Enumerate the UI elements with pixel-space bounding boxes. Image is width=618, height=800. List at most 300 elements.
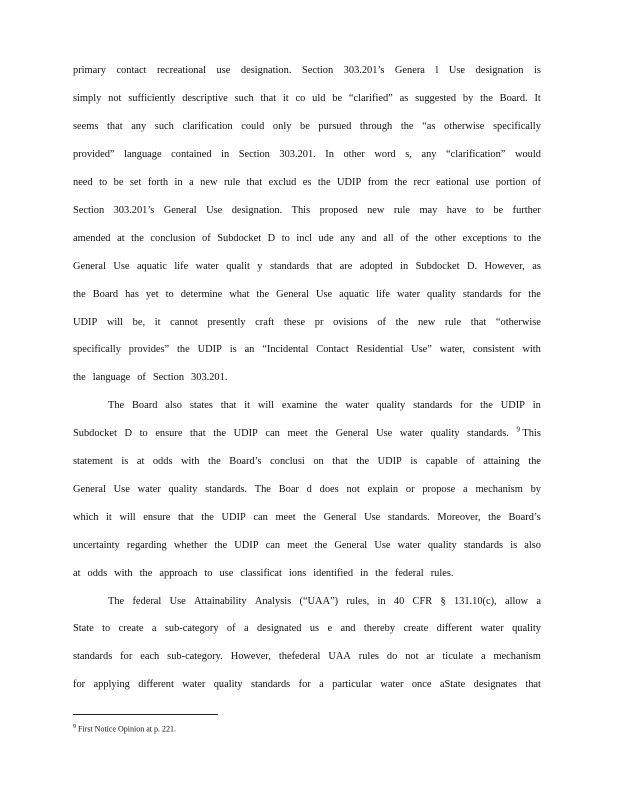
text-line [73,204,541,218]
word: standards. [205,484,247,495]
word: Section [238,149,270,160]
word: water [195,261,219,272]
word: Contact [316,344,349,355]
word: explain [367,484,399,495]
word: UDIP [377,456,402,467]
word: General [73,261,106,272]
word: it [282,93,289,104]
word: not [108,93,122,104]
word: that [220,400,237,411]
word: from [367,177,388,188]
word: Residential [356,344,404,355]
word: water [380,679,404,690]
word: ions [288,568,307,579]
word: d [306,484,312,495]
word: UDIP [73,317,98,328]
word: ar [426,651,435,662]
word: UDIP [221,512,246,523]
word: applying [93,679,130,690]
word: Board [132,400,158,411]
footnote-divider [73,714,218,715]
text-line [73,539,541,553]
word: Use [206,205,223,216]
word: yet [145,289,159,300]
word: designation. [231,205,283,216]
word: UAA [328,651,351,662]
word: rule [444,317,462,328]
word: the [201,512,214,523]
word: as [532,261,541,272]
word: UDIP [233,428,258,439]
word: to [139,428,148,439]
word: that [107,121,123,132]
word: the [480,400,493,411]
word: provides” [128,344,170,355]
word: General [334,540,368,551]
text-line [73,64,541,78]
word: water [396,289,421,300]
word: a [189,177,194,188]
word: what [229,289,250,300]
word: the [400,121,414,132]
word: identified [313,568,354,579]
word: Board [92,289,119,300]
word: aquatic [136,261,167,272]
word: a [463,484,468,495]
word: regarding [126,540,167,551]
word: General [335,428,369,439]
word: the [395,317,409,328]
word: capable [425,456,458,467]
word: rules [358,651,379,662]
word: designation [475,65,524,76]
word: to [513,233,522,244]
word: rules. [430,568,454,579]
word: each [140,651,160,662]
word: water [137,484,161,495]
word: and [361,233,377,244]
word: sub-category [164,623,219,634]
word: In [325,149,334,160]
word: an [244,344,255,355]
word: life [376,289,390,300]
word: do [386,651,398,662]
word: at [117,233,125,244]
word: also [165,400,182,411]
word: Moreover, [437,512,481,523]
word: could [241,121,265,132]
word: Use [376,428,393,439]
word: different [138,679,174,690]
word: l [435,65,439,76]
word: of [466,456,475,467]
word: standards [269,261,310,272]
word: may [419,205,438,216]
word: Board’s [229,456,262,467]
word: Use [374,540,391,551]
word: amended [73,233,111,244]
word: the [356,456,370,467]
word: otherwise [444,121,485,132]
word: not [405,651,419,662]
text-line [73,483,541,497]
word: standards [462,289,503,300]
text-line [73,176,541,190]
footnote-reference[interactable]: 9 [516,425,520,434]
word: General [323,512,357,523]
word: any [421,149,437,160]
word: word [374,149,396,160]
word: portion [495,177,526,188]
word: Attainability [194,596,247,607]
word: recr [413,177,430,188]
word: in [400,261,409,272]
text-line [108,595,541,609]
word: any [131,121,147,132]
word: y [257,261,263,272]
word: to [204,568,213,579]
word: standards [463,540,504,551]
word: “as [422,121,436,132]
word: examine [281,400,318,411]
word: of [400,233,409,244]
word: the [177,344,190,355]
word: it [106,512,112,523]
word: designates [473,679,517,690]
word: all [383,233,394,244]
text-line [73,650,541,664]
word: can [265,428,280,439]
word: simply [73,93,102,104]
word: be [113,177,124,188]
word: that [316,261,333,272]
word: life [174,261,189,272]
word: language [124,149,162,160]
word: quality [427,540,457,551]
word: allow [504,596,529,607]
word: rule [223,177,241,188]
word: exclud [268,177,297,188]
word: designation. [240,65,292,76]
word: The [108,596,125,607]
word: quality [376,400,406,411]
word: specifically [493,121,541,132]
word: ovisions [333,317,368,328]
word: any [340,233,356,244]
word: federal [132,596,162,607]
word: thefederal [278,651,321,662]
word: CFR [412,596,433,607]
word: the [528,289,541,300]
word: General [276,289,309,300]
word: only [272,121,292,132]
text-line [73,455,541,469]
word: of [226,623,236,634]
word: of [137,372,146,383]
word: the [324,400,338,411]
word: The [254,484,271,495]
word: that [260,93,277,104]
word: D [267,233,276,244]
word: for [73,679,86,690]
word: also [524,540,541,551]
word: contained [171,149,212,160]
line-tail [516,427,540,441]
word: which [73,512,99,523]
text-line [73,92,541,106]
word: it [154,317,161,328]
word: through [359,121,393,132]
word: specifically [73,344,121,355]
word: 303.201’s [343,65,385,76]
word: thereby [363,623,396,634]
word: Board. [499,93,528,104]
word: uld [312,93,326,104]
word: quality [168,484,198,495]
word: these [283,317,306,328]
word: will [106,317,124,328]
word: would [514,149,541,160]
word: General [73,484,106,495]
word: will [257,400,275,411]
word: water, [439,344,466,355]
word: ude [318,233,334,244]
word: the [315,428,328,439]
word: the [73,372,86,383]
word: that [190,428,206,439]
word: rule [393,205,410,216]
word: UDIP [337,177,362,188]
word: water [345,400,369,411]
word: the [73,289,86,300]
word: the [528,456,541,467]
word: the [314,540,328,551]
word: for [460,400,473,411]
word: new [367,205,385,216]
word: water [182,679,206,690]
word: particular [332,679,372,690]
word: that [470,317,487,328]
text-line [73,622,541,636]
word: Use [169,596,186,607]
word: 303.201. [279,149,316,160]
word: that [525,679,541,690]
word: consistent [472,344,515,355]
text-line [73,120,541,134]
word: Section [73,205,105,216]
word: proposed [319,205,358,216]
word: “clarified” [348,93,393,104]
footnote-text: First Notice Opinion at p. 221. [78,724,176,734]
word: to [165,289,174,300]
word: is [534,65,541,76]
word: Board’s [508,512,541,523]
text-line [73,371,541,385]
word: use [475,177,490,188]
word: in [532,400,541,411]
word: of [377,317,387,328]
text-line-with-footnote-ref [73,427,541,441]
word: us [309,623,320,634]
word: standards [73,651,113,662]
word: e [327,623,333,634]
word: (“UAA”) [299,596,339,607]
word: does [319,484,339,495]
word: mechanism [475,484,523,495]
word: federal [394,568,424,579]
word: The [108,400,125,411]
word: primary [73,65,106,76]
word: “otherwise [495,317,541,328]
word: water [480,623,504,634]
word: presently [207,317,246,328]
text-line [73,232,541,246]
word: Subdocket [73,428,117,439]
word: once [411,679,432,690]
word: Analysis [254,596,292,607]
word: State [73,623,94,634]
word: UDIP [500,400,525,411]
word: a [243,623,249,634]
word: UDIP [234,540,259,551]
word: standards [250,679,291,690]
word: is [510,540,518,551]
word: determine [180,289,223,300]
word: with [522,344,541,355]
word: or [405,484,415,495]
word: sub-category. [167,651,223,662]
word: odds [152,456,173,467]
word: in [221,149,230,160]
word: create [118,623,144,634]
word: with [181,456,200,467]
word: pr [314,317,324,328]
word: Genera [394,65,425,76]
word: designated [256,623,302,634]
word: 40 [393,596,405,607]
word: be, [132,317,146,328]
word: This [291,205,311,216]
word: at [73,568,81,579]
word: 131.10(c), [453,596,497,607]
word: However, [230,651,271,662]
word: the [394,177,408,188]
word: 303.201. [191,372,228,383]
word: recreational [156,65,206,76]
word: for [120,651,133,662]
word: classificat [240,568,282,579]
word: propose [422,484,456,495]
word: in [377,596,386,607]
word: descriptive [182,93,228,104]
word: to [475,205,484,216]
word: further [512,205,541,216]
word: use [219,568,234,579]
word: and [340,623,356,634]
text-line [73,148,541,162]
word: cannot [170,317,198,328]
word: new [417,317,436,328]
word: are [339,261,353,272]
word: the [131,233,144,244]
footnote-number: 9 [73,724,76,730]
word: in [174,177,183,188]
word: Subdocket [217,233,262,244]
word: quality [427,289,456,300]
word: Section [301,65,334,76]
word: eational [436,177,470,188]
word: provided” [73,149,115,160]
word: D [124,428,132,439]
word: not [346,484,360,495]
word: However, [484,261,525,272]
word: be [300,121,310,132]
word: conclusi [270,456,305,467]
word: ensure [143,512,171,523]
word: Use [113,484,130,495]
word: Use [113,261,130,272]
word: uncertainty [73,540,120,551]
word: meet [287,428,308,439]
word: whether [173,540,208,551]
word: different [436,623,473,634]
word: the [139,568,153,579]
word: at [136,456,145,467]
word: statement [73,456,113,467]
text-line [73,511,541,525]
word: water [399,428,423,439]
word: the [208,456,221,467]
word: approach [159,568,198,579]
word: a [319,679,324,690]
word: s, [405,149,412,160]
word: forth [147,177,169,188]
word: can [265,540,281,551]
word: the [303,512,316,523]
word: aState [439,679,466,690]
word: use [216,65,231,76]
word: on [313,456,324,467]
word: the [213,428,226,439]
word: need [73,177,93,188]
text-line [73,343,541,357]
word: es [302,177,312,188]
word: that [332,456,348,467]
word: is [229,344,237,355]
text-line [73,316,541,330]
word: the [214,540,228,551]
word: contact [116,65,147,76]
word: mechanism [493,651,541,662]
word: General [163,205,197,216]
word: language [92,372,131,383]
text-line [108,399,541,413]
word: standards. [467,428,509,439]
word: be [332,93,343,104]
word: exceptions [462,233,508,244]
word: Section [152,372,185,383]
word: is [121,456,129,467]
word: will [119,512,136,523]
word: a [480,651,486,662]
word: seems [73,121,99,132]
word: to [281,233,290,244]
word: Use” [411,344,432,355]
word: other [343,149,365,160]
word: for [298,679,311,690]
word: by [462,93,474,104]
word: D. [466,261,478,272]
